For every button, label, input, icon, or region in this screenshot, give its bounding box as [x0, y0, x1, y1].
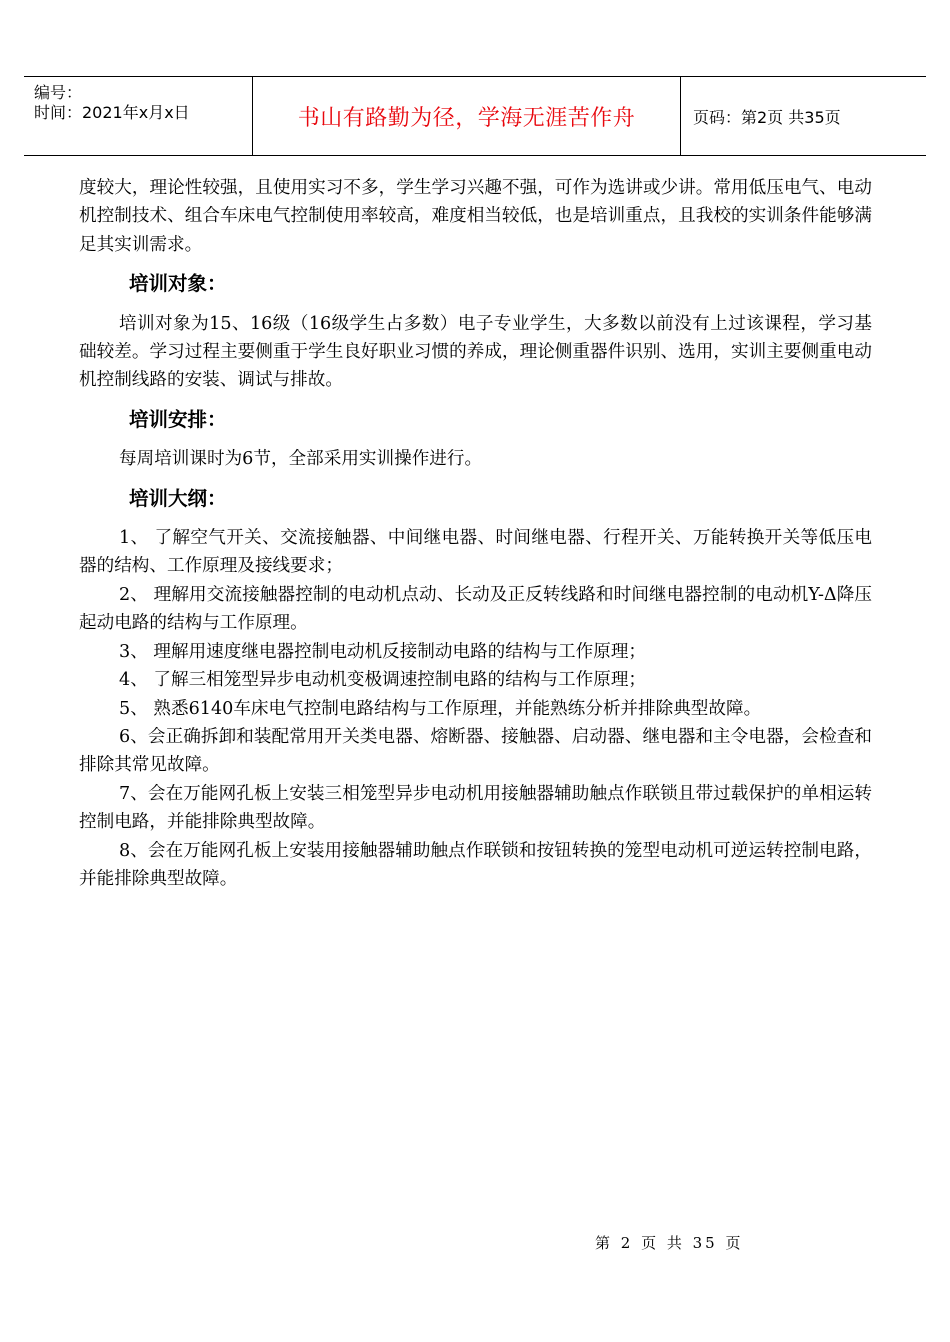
outline-item-7: 7、会在万能网孔板上安装三相笼型异步电动机用接触器辅助触点作联锁且带过载保护的单相运转控制电路，并能排除典型故障。 — [79, 783, 872, 833]
outline-item-3: 3、 理解用速度继电器控制电动机反接制动电路的结构与工作原理； — [119, 641, 647, 662]
outline-item-8: 8、会在万能网孔板上安装用接触器辅助触点作联锁和按钮转换的笼型电动机可逆运转控制电路，并能排除典型故障。 — [79, 840, 872, 889]
outline-item-2: 2、 理解用交流接触器控制的电动机点动、长动及正反转线路和时间继电器控制的电动机Y-Δ降压起动电路的结构与工作原理。 — [79, 584, 872, 634]
document-number-label: 编号： — [34, 83, 83, 102]
section-heading-schedule: 培训安排： — [129, 407, 227, 431]
outline-item-4: 4、 了解三相笼型异步电动机变极调速控制电路的结构与工作原理； — [119, 670, 647, 691]
outline-item-1: 1、 了解空气开关、交流接触器、中间继电器、时间继电器、行程开关、万能转换开关等低压电器的结构、工作原理及接线要求； — [79, 528, 872, 577]
header-meta — [24, 77, 253, 155]
header-motto: 书山有路勤为径，学海无涯苦作舟 — [297, 105, 636, 131]
document-body — [79, 174, 872, 893]
section-heading-trainees: 培训对象： — [129, 272, 227, 296]
header-motto-cell — [253, 77, 681, 155]
outline-item-6: 6、会正确拆卸和装配常用开关类电器、熔断器、接触器、启动器、继电器和主令电器，会检查和排除其常见故障。 — [79, 726, 872, 776]
page-header — [24, 76, 926, 156]
section-heading-outline: 培训大纲： — [129, 486, 227, 510]
trainees-paragraph: 培训对象为15、16级（16级学生占多数）电子专业学生，大多数以前没有上过该课程，学习基础较差。学习过程主要侧重于学生良好职业习惯的养成，理论侧重器件识别、选用，实训主要侧重电动机控制线路的安装、调试与排故。 — [79, 313, 872, 391]
intro-paragraph: 度较大，理论性较强，且使用实习不多，学生学习兴趣不强，可作为选讲或少讲。常用低压电气、电动机控制技术、组合车床电气控制使用率较高，难度相当较低，也是培训重点，且我校的实训条件能够满足其实训需求。 — [79, 178, 872, 255]
page-footer: 第 2 页 共 35 页 — [595, 1234, 744, 1252]
header-page-info: 页码：第2页 共35页 — [693, 107, 841, 127]
document-time-label: 时间：2021年x月x日 — [34, 103, 190, 122]
outline-item-5: 5、 熟悉6140车床电气控制电路结构与工作原理，并能熟练分析并排除典型故障。 — [119, 698, 762, 719]
schedule-paragraph: 每周培训课时为6节，全部采用实训操作进行。 — [119, 449, 483, 470]
